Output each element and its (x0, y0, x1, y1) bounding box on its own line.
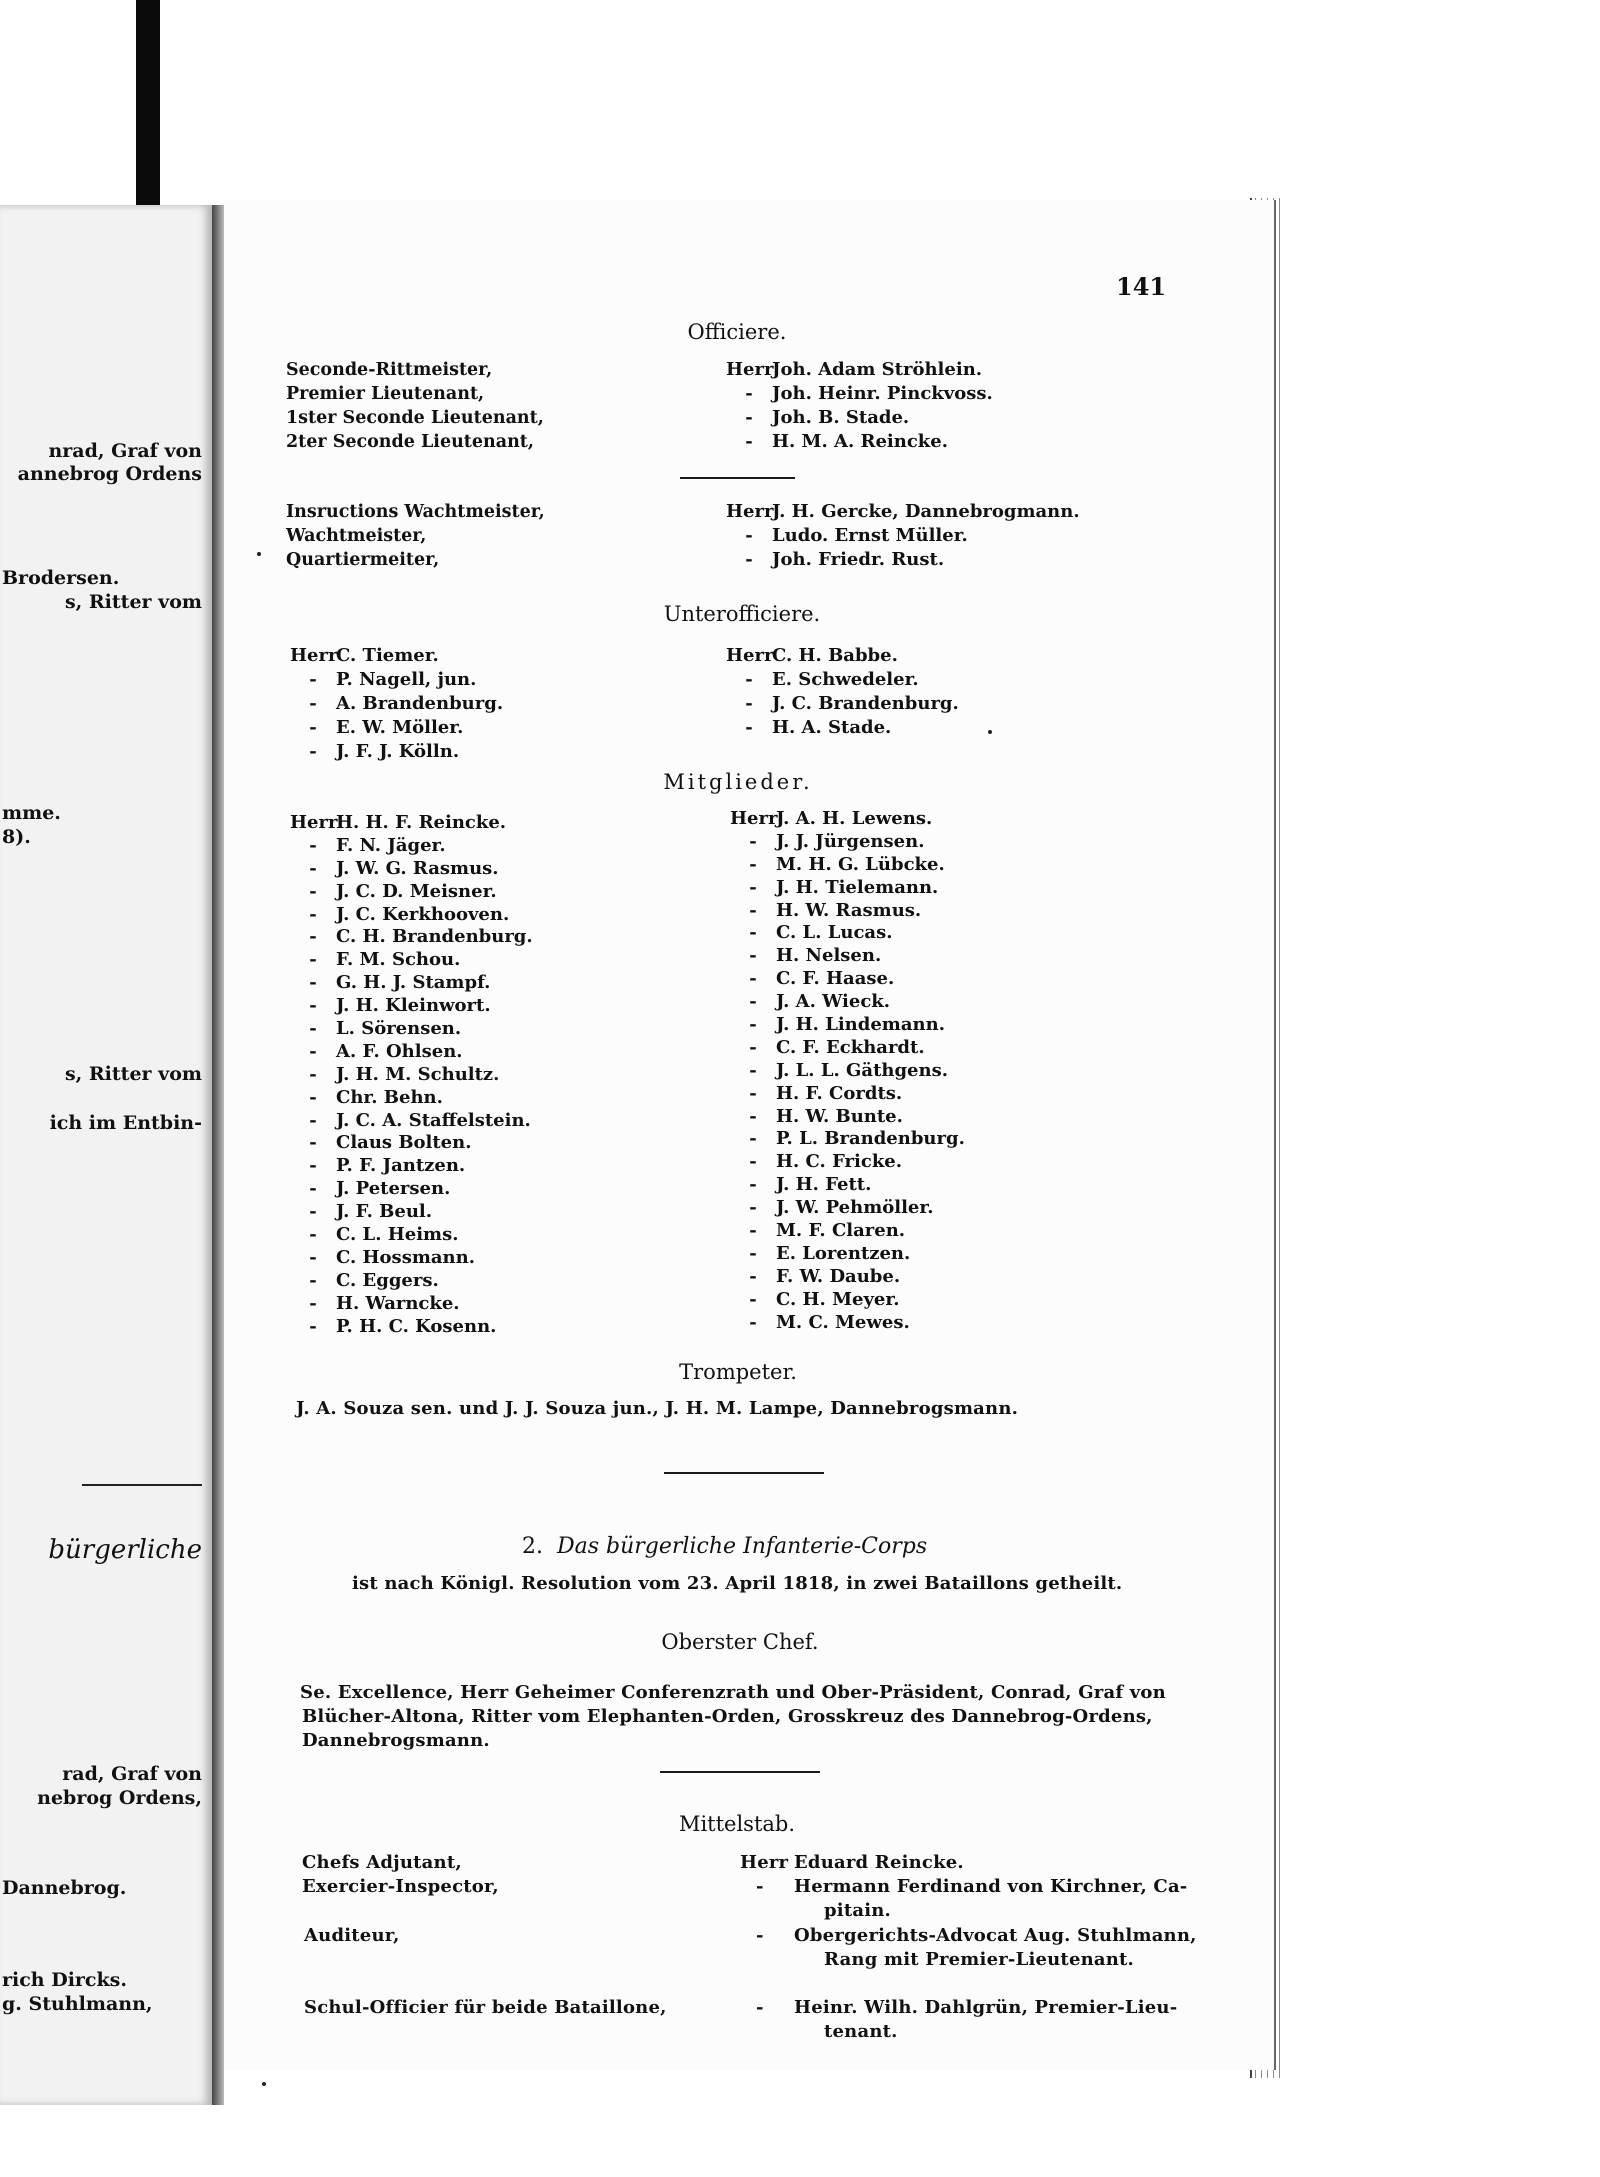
member-name: J. L. L. Gäthgens. (776, 1059, 948, 1081)
officer-name: Joh. Heinr. Pinckvoss. (772, 383, 993, 404)
ditto-dash: - (309, 1132, 317, 1154)
officer-name: H. M. A. Reincke. (772, 431, 948, 452)
ditto-dash: - (309, 741, 317, 762)
ditto-dash: - (309, 1315, 317, 1337)
rank-title: 2ter Seconde Lieutenant, (286, 432, 534, 452)
member-name: C. F. Eckhardt. (776, 1036, 925, 1058)
trompeter-line: J. A. Souza sen. und J. J. Souza jun., J. H. M. Lampe, Dannebrogsmann. (296, 1398, 1019, 1419)
herr-prefix: Herr (730, 808, 778, 829)
ditto-dash: - (749, 1242, 757, 1264)
ditto-dash: - (309, 1063, 317, 1085)
left-page-line: ich im Entbin- (49, 1112, 202, 1134)
member-name: M. H. G. Lübcke. (776, 853, 945, 875)
member-name: J. W. G. Rasmus. (336, 857, 499, 879)
member-name: J. C. Kerkhooven. (336, 903, 510, 925)
ditto-dash: - (309, 1040, 317, 1062)
section-2-title (522, 1534, 927, 1559)
member-name: H. W. Bunte. (776, 1105, 903, 1127)
ditto-dash: - (756, 1876, 764, 1897)
herr-prefix: Herr (726, 501, 774, 522)
member-name: E. Lorentzen. (776, 1242, 911, 1264)
ditto-dash: - (749, 1197, 757, 1219)
staff-name: Heinr. Wilh. Dahlgrün, Premier-Lieu- (794, 1997, 1178, 2018)
member-name: C. H. Babbe. (772, 645, 898, 666)
member-name: C. L. Heims. (336, 1224, 459, 1246)
ditto-dash: - (749, 1014, 757, 1036)
section-2-subtitle: ist nach Königl. Resolution vom 23. April 1818, in zwei Bataillons getheilt. (352, 1573, 1123, 1594)
section-title: Das bürgerliche Infanterie-Corps (557, 1534, 928, 1559)
member-name: F. W. Daube. (776, 1265, 901, 1287)
member-name: A. F. Ohlsen. (336, 1040, 463, 1062)
left-page-line: mme. (2, 802, 61, 824)
officiere-names-1 (726, 358, 993, 454)
left-page-line: nebrog Ordens, (37, 1787, 202, 1809)
mittelstab-title: Exercier-Inspector, (302, 1876, 499, 1897)
left-page-line: nrad, Graf von (48, 440, 202, 462)
staff-name: Obergerichts-Advocat Aug. Stuhlmann, (794, 1925, 1197, 1946)
ditto-dash: - (309, 1018, 317, 1040)
ditto-dash: - (745, 407, 753, 428)
unterofficiere-right (726, 644, 959, 740)
member-name: P. F. Jantzen. (336, 1155, 466, 1177)
ditto-dash: - (749, 876, 757, 898)
left-page-line: s, Ritter vom (64, 1063, 202, 1085)
ditto-dash: - (749, 1174, 757, 1196)
ditto-dash: - (745, 717, 753, 738)
member-name: C. H. Brandenburg. (336, 926, 533, 948)
section-divider (680, 477, 795, 479)
officer-name: Joh. Friedr. Rust. (772, 549, 945, 570)
ditto-dash: - (749, 1082, 757, 1104)
ditto-dash: - (745, 693, 753, 714)
member-name: C. Tiemer. (336, 645, 439, 666)
member-name: J. F. Beul. (336, 1201, 433, 1223)
member-name: M. C. Mewes. (776, 1311, 910, 1333)
left-page-line: bürgerliche (48, 1535, 202, 1565)
ditto-dash: - (756, 1925, 764, 1946)
herr-prefix: Herr (726, 645, 774, 666)
unterofficiere-heading: Unterofficiere. (663, 602, 821, 626)
ditto-dash: - (309, 857, 317, 879)
member-name: J. H. Lindemann. (776, 1014, 945, 1036)
member-name: J. C. Brandenburg. (772, 693, 959, 714)
staff-name-continued: pitain. (824, 1900, 891, 1921)
ditto-dash: - (749, 1311, 757, 1333)
ditto-dash: - (749, 1288, 757, 1310)
member-name: J. A. H. Lewens. (776, 808, 933, 829)
rank-title: Insructions Wachtmeister, (286, 502, 545, 522)
oberster-chef-line: Blücher-Altona, Ritter vom Elephanten-Orden, Grosskreuz des Dannebrog-Ordens, (302, 1706, 1153, 1727)
print-speck (257, 552, 261, 556)
officiere-titles-2 (286, 500, 545, 572)
member-name: F. N. Jäger. (336, 834, 446, 856)
ditto-dash: - (309, 1269, 317, 1291)
ditto-dash: - (749, 991, 757, 1013)
officer-name: Joh. Adam Ströhlein. (772, 359, 983, 380)
left-page-line: annebrog Ordens (17, 463, 202, 485)
left-page-fragment (0, 205, 215, 2105)
member-name: M. F. Claren. (776, 1220, 906, 1242)
member-name: P. Nagell, jun. (336, 669, 477, 690)
member-name: L. Sörensen. (336, 1018, 462, 1040)
left-page-line: rad, Graf von (62, 1763, 202, 1785)
herr-prefix: Herr (290, 645, 338, 666)
ditto-dash: - (309, 1224, 317, 1246)
print-speck (262, 2082, 266, 2086)
officiere-titles-1 (286, 358, 544, 454)
herr-prefix: Herr (290, 812, 338, 833)
ditto-dash: - (749, 853, 757, 875)
ditto-dash: - (309, 903, 317, 925)
oberster-chef-line: Dannebrogsmann. (302, 1730, 490, 1751)
member-name: Claus Bolten. (336, 1132, 472, 1154)
ditto-dash: - (309, 693, 317, 714)
section-divider (660, 1771, 820, 1773)
member-name: J. H. Tielemann. (776, 876, 939, 898)
rank-title: Premier Lieutenant, (286, 384, 485, 404)
mitglieder-heading: Mitglieder. (663, 770, 813, 794)
mitglieder-right (730, 808, 965, 1334)
ditto-dash: - (756, 1997, 764, 2018)
ditto-dash: - (309, 717, 317, 738)
left-page-line: Dannebrog. (2, 1877, 127, 1899)
ditto-dash: - (309, 1292, 317, 1314)
member-name: J. C. D. Meisner. (336, 880, 497, 902)
member-name: J. Petersen. (336, 1178, 451, 1200)
staff-name-continued: tenant. (824, 2021, 898, 2042)
ditto-dash: - (309, 1178, 317, 1200)
ditto-dash: - (749, 899, 757, 921)
member-name: E. Schwedeler. (772, 669, 919, 690)
left-page-line: g. Stuhlmann, (2, 1993, 153, 2015)
left-page-line: 8). (2, 826, 31, 848)
member-name: Chr. Behn. (336, 1086, 443, 1108)
ditto-dash: - (309, 834, 317, 856)
ditto-dash: - (309, 1246, 317, 1268)
member-name: P. H. C. Kosenn. (336, 1315, 497, 1337)
ditto-dash: - (749, 1265, 757, 1287)
ditto-dash: - (309, 1086, 317, 1108)
trompeter-heading: Trompeter. (679, 1360, 797, 1384)
rank-title: Seconde-Rittmeister, (286, 360, 493, 380)
officer-name: J. H. Gercke, Dannebrogmann. (772, 501, 1080, 522)
left-page-line: Brodersen. (2, 567, 120, 589)
ditto-dash: - (309, 949, 317, 971)
ditto-dash: - (309, 926, 317, 948)
member-name: J. F. J. Kölln. (336, 741, 460, 762)
member-name: J. W. Pehmöller. (776, 1197, 934, 1219)
ditto-dash: - (309, 995, 317, 1017)
member-name: H. H. F. Reincke. (336, 812, 507, 833)
herr-prefix: Herr (726, 359, 774, 380)
member-name: H. F. Cordts. (776, 1082, 903, 1104)
member-name: C. H. Meyer. (776, 1288, 900, 1310)
member-name: H. Nelsen. (776, 945, 882, 967)
ditto-dash: - (745, 525, 753, 546)
mittelstab-title: Auditeur, (304, 1925, 400, 1946)
member-name: J. H. Fett. (776, 1174, 872, 1196)
ditto-dash: - (749, 830, 757, 852)
officer-name: Joh. B. Stade. (772, 407, 910, 428)
ditto-dash: - (749, 1220, 757, 1242)
ditto-dash: - (749, 945, 757, 967)
left-page-rule (82, 1484, 202, 1486)
ditto-dash: - (745, 383, 753, 404)
ditto-dash: - (309, 1201, 317, 1223)
rank-title: Quartiermeiter, (286, 550, 440, 570)
ditto-dash: - (309, 1109, 317, 1131)
section-divider (664, 1472, 824, 1474)
member-name: G. H. J. Stampf. (336, 972, 491, 994)
member-name: C. L. Lucas. (776, 922, 893, 944)
mittelstab-title: Schul-Officier für beide Bataillone, (304, 1997, 667, 2018)
ditto-dash: - (749, 1036, 757, 1058)
rank-title: 1ster Seconde Lieutenant, (286, 408, 544, 428)
ditto-dash: - (309, 669, 317, 690)
member-name: C. Hossmann. (336, 1246, 475, 1268)
member-name: A. Brandenburg. (336, 693, 504, 714)
ditto-dash: - (749, 1128, 757, 1150)
rank-title: Wachtmeister, (286, 526, 427, 546)
section-number: 2. (522, 1534, 543, 1559)
ditto-dash: - (749, 922, 757, 944)
officiere-names-2 (726, 500, 1080, 572)
member-name: H. W. Rasmus. (776, 899, 922, 921)
ditto-dash: - (749, 1151, 757, 1173)
member-name: E. W. Möller. (336, 717, 464, 738)
left-page-line: rich Dircks. (2, 1969, 127, 1991)
member-name: P. L. Brandenburg. (776, 1128, 965, 1150)
print-speck (988, 730, 992, 734)
member-name: C. F. Haase. (776, 968, 895, 990)
binding-strip (136, 0, 160, 205)
member-name: F. M. Schou. (336, 949, 461, 971)
member-name: H. Warncke. (336, 1292, 460, 1314)
oberster-chef-heading: Oberster Chef. (661, 1630, 819, 1654)
left-page-line: s, Ritter vom (64, 591, 202, 613)
ditto-dash: - (309, 880, 317, 902)
member-name: J. C. A. Staffelstein. (336, 1109, 531, 1131)
ditto-dash: - (309, 1155, 317, 1177)
ditto-dash: - (749, 968, 757, 990)
ditto-dash: - (745, 549, 753, 570)
mitglieder-left (290, 812, 533, 1338)
member-name: H. A. Stade. (772, 717, 892, 738)
ditto-dash: - (745, 669, 753, 690)
mittelstab-title: Chefs Adjutant, (302, 1852, 462, 1873)
ditto-dash: - (749, 1105, 757, 1127)
ditto-dash: - (309, 972, 317, 994)
member-name: H. C. Fricke. (776, 1151, 903, 1173)
ditto-dash: - (745, 431, 753, 452)
unterofficiere-left (290, 644, 503, 764)
staff-name: Hermann Ferdinand von Kirchner, Ca- (794, 1876, 1188, 1897)
officer-name: Ludo. Ernst Müller. (772, 525, 968, 546)
member-name: C. Eggers. (336, 1269, 439, 1291)
oberster-chef-line: Se. Excellence, Herr Geheimer Conferenzrath und Ober-Präsident, Conrad, Graf von (300, 1682, 1166, 1703)
herr-prefix: Herr (740, 1852, 789, 1873)
member-name: J. A. Wieck. (776, 991, 891, 1013)
staff-name: Eduard Reincke. (794, 1852, 964, 1873)
officiere-heading: Officiere. (687, 320, 787, 344)
member-name: J. H. Kleinwort. (336, 995, 491, 1017)
member-name: J. J. Jürgensen. (776, 830, 925, 852)
member-name: J. H. M. Schultz. (336, 1063, 500, 1085)
staff-name-continued: Rang mit Premier-Lieutenant. (824, 1949, 1135, 1970)
page-number: 141 (1116, 272, 1167, 301)
mittelstab-heading: Mittelstab. (678, 1812, 796, 1836)
ditto-dash: - (749, 1059, 757, 1081)
spine-shadow (212, 205, 224, 2105)
